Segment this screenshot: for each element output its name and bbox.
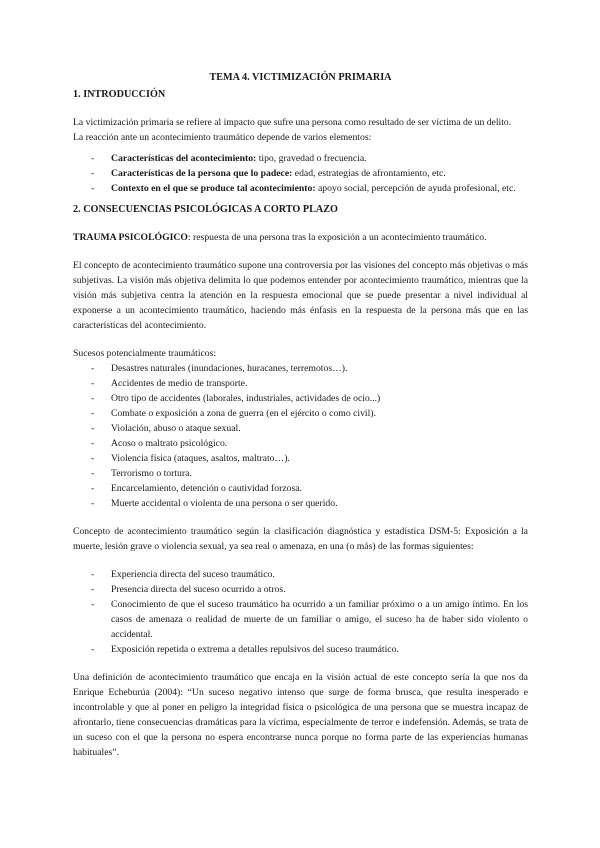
list-item: - Muerte accidental o violenta de una persona o ser querido. xyxy=(91,498,338,509)
section-1-heading: 1. INTRODUCCIÓN xyxy=(73,89,166,100)
page-title: TEMA 4. VICTIMIZACIÓN PRIMARIA xyxy=(209,72,392,83)
sucesos-list xyxy=(73,361,528,511)
list-item: - Contexto en el que se produce tal acontecimiento: apoyo social, percepción de ayuda profesional, etc. xyxy=(91,183,516,194)
list-item: - Otro tipo de accidentes (laborales, industriales, actividades de ocio...) xyxy=(91,393,381,404)
definition-paragraph: Una definición de acontecimiento traumático que encaja en la visión actual de este concepto sería la que nos da Enrique Echeburúa (2004): “Un suceso negativo intenso que surge de forma brusca, que resulta inesperado e incontrolable y que al poner en peligro la integridad física o psicológica de una persona que se muestra incapaz de afrontarlo, tiene consecuencias dramáticas para la víctima, especialmente de terror e indefensión. Además, se trata de un suceso con el que la persona no espera encontrarse nunca porque no forma parte de las experiencias humanas habituales”. xyxy=(73,672,528,758)
document-page xyxy=(73,70,528,760)
list-item: - Experiencia directa del suceso traumático. xyxy=(91,569,275,580)
list-item: - Acoso o maltrato psicológico. xyxy=(91,438,228,449)
list-item: - Violencia física (ataques, asaltos, maltrato…). xyxy=(91,453,290,464)
list-item: - Presencia directa del suceso ocurrido a otros. xyxy=(91,584,286,595)
trauma-definition: TRAUMA PSICOLÓGICO: respuesta de una persona tras la exposición a un acontecimiento traumático. xyxy=(73,232,487,243)
list-item: - Accidentes de medio de transporte. xyxy=(91,378,248,389)
list-item: - Conocimiento de que el suceso traumático ha ocurrido a un familiar próximo o a un amigo íntimo. En los casos de amenaza o realidad de muerte de un familiar o amigo, el suceso ha de haber sido violento o accidental. xyxy=(91,599,528,640)
list-item: - Características de la persona que lo padece: edad, estrategias de afrontamiento, etc. xyxy=(91,168,446,179)
concept-paragraph: El concepto de acontecimiento traumático supone una controversia por las visiones del concepto más objetivas o más subjetivas. La visión más objetiva delimita lo que podemos entender por acontecimiento traumático, mientras que la visión más subjetiva centra la atención en la respuesta emocional que se puede presentar a nivel individual al exponerse a un acontecimiento traumático, haciendo más énfasis en la respuesta de la persona más que en las características del acontecimiento. xyxy=(73,260,528,331)
list-item: - Violación, abuso o ataque sexual. xyxy=(91,423,241,434)
dsm-paragraph: Concepto de acontecimiento traumático según la clasificación diagnóstica y estadística DSM-5: Exposición a la muerte, lesión grave o violencia sexual, ya sea real o amenaza, en una (o más) de las formas siguientes: xyxy=(73,526,528,552)
list-item: - Encarcelamiento, detención o cautividad forzosa. xyxy=(91,483,302,494)
dsm-list xyxy=(73,567,528,657)
list-item: - Combate o exposición a zona de guerra (en el ejército o como civil). xyxy=(91,408,376,419)
section-2-heading: 2. CONSECUENCIAS PSICOLÓGICAS A CORTO PLAZO xyxy=(73,204,338,215)
intro-paragraph-2: La reacción ante un acontecimiento traumático depende de varios elementos: xyxy=(73,132,372,143)
list-item: - Desastres naturales (inundaciones, huracanes, terremotos…). xyxy=(91,363,348,374)
intro-paragraph-1: La victimización primaria se refiere al impacto que sufre una persona como resultado de ser víctima de un delito. xyxy=(73,117,512,128)
list-item: - Características del acontecimiento: tipo, gravedad o frecuencia. xyxy=(91,153,367,164)
elements-list xyxy=(73,151,528,196)
list-item: - Terrorismo o tortura. xyxy=(91,468,192,479)
list-item: - Exposición repetida o extrema a detalles repulsivos del suceso traumático. xyxy=(91,644,399,655)
sucesos-label: Sucesos potencialmente traumáticos: xyxy=(73,348,217,359)
